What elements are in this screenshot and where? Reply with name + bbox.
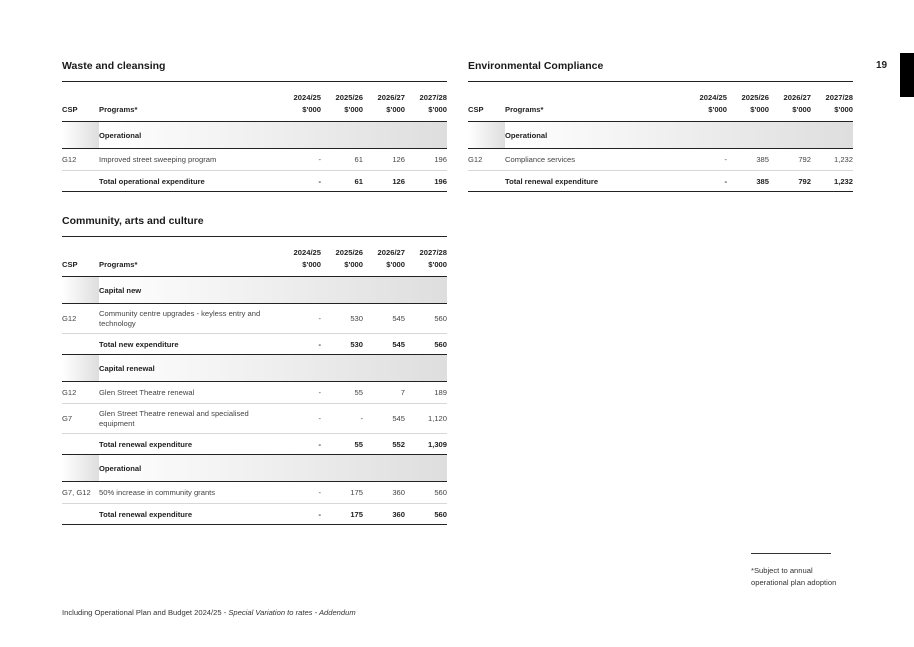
year-header: 2024/25 $'000	[279, 237, 321, 277]
csp-header: CSP	[62, 82, 99, 122]
community-title: Community, arts and culture	[62, 215, 204, 227]
page-edge-tab	[900, 53, 914, 97]
section-row: Operational	[62, 122, 447, 149]
year-header: 2027/28 $'000	[405, 82, 447, 122]
waste-table	[62, 81, 447, 192]
env-title: Environmental Compliance	[468, 60, 604, 72]
csp-header: CSP	[62, 237, 99, 277]
table-row: G12 Community centre upgrades - keyless entry and technology - 530 545 560	[62, 304, 447, 334]
section-row: Operational	[62, 455, 447, 482]
table-row: G12 Compliance services - 385 792 1,232	[468, 149, 853, 171]
programs-header: Programs*	[505, 82, 685, 122]
year-header: 2025/26 $'000	[321, 237, 363, 277]
year-header: 2025/26 $'000	[727, 82, 769, 122]
year-header: 2024/25 $'000	[685, 82, 727, 122]
page-number: 19	[876, 60, 888, 71]
total-row: Total renewal expenditure - 175 360 560	[62, 504, 447, 525]
footnote-divider	[751, 553, 831, 554]
table-row: G12 Glen Street Theatre renewal - 55 7 189	[62, 382, 447, 404]
total-row: Total renewal expenditure - 385 792 1,232	[468, 171, 853, 192]
section-row: Capital new	[62, 277, 447, 304]
csp-header: CSP	[468, 82, 505, 122]
year-header: 2026/27 $'000	[769, 82, 811, 122]
section-row: Capital renewal	[62, 355, 447, 382]
programs-header: Programs*	[99, 82, 279, 122]
community-table	[62, 236, 447, 525]
page-footer: Including Operational Plan and Budget 2024/25 - Special Variation to rates - Addendum	[62, 608, 356, 617]
table-row: G7, G12 50% increase in community grants - 175 360 560	[62, 482, 447, 504]
year-header: 2026/27 $'000	[363, 237, 405, 277]
total-row: Total new expenditure - 530 545 560	[62, 334, 447, 355]
table-row: G12 Improved street sweeping program - 61 126 196	[62, 149, 447, 171]
table-header	[468, 82, 853, 122]
table-header	[62, 82, 447, 122]
table-header	[62, 237, 447, 277]
year-header: 2027/28 $'000	[811, 82, 853, 122]
table-row: G7 Glen Street Theatre renewal and specialised equipment - - 545 1,120	[62, 404, 447, 434]
year-header: 2027/28 $'000	[405, 237, 447, 277]
footnote: *Subject to annual operational plan adoption	[751, 566, 837, 587]
year-header: 2024/25 $'000	[279, 82, 321, 122]
year-header: 2025/26 $'000	[321, 82, 363, 122]
section-row: Operational	[468, 122, 853, 149]
year-header: 2026/27 $'000	[363, 82, 405, 122]
env-table	[468, 81, 853, 192]
waste-title: Waste and cleansing	[62, 60, 166, 72]
total-row: Total renewal expenditure - 55 552 1,309	[62, 434, 447, 455]
total-row: Total operational expenditure - 61 126 196	[62, 171, 447, 192]
programs-header: Programs*	[99, 237, 279, 277]
